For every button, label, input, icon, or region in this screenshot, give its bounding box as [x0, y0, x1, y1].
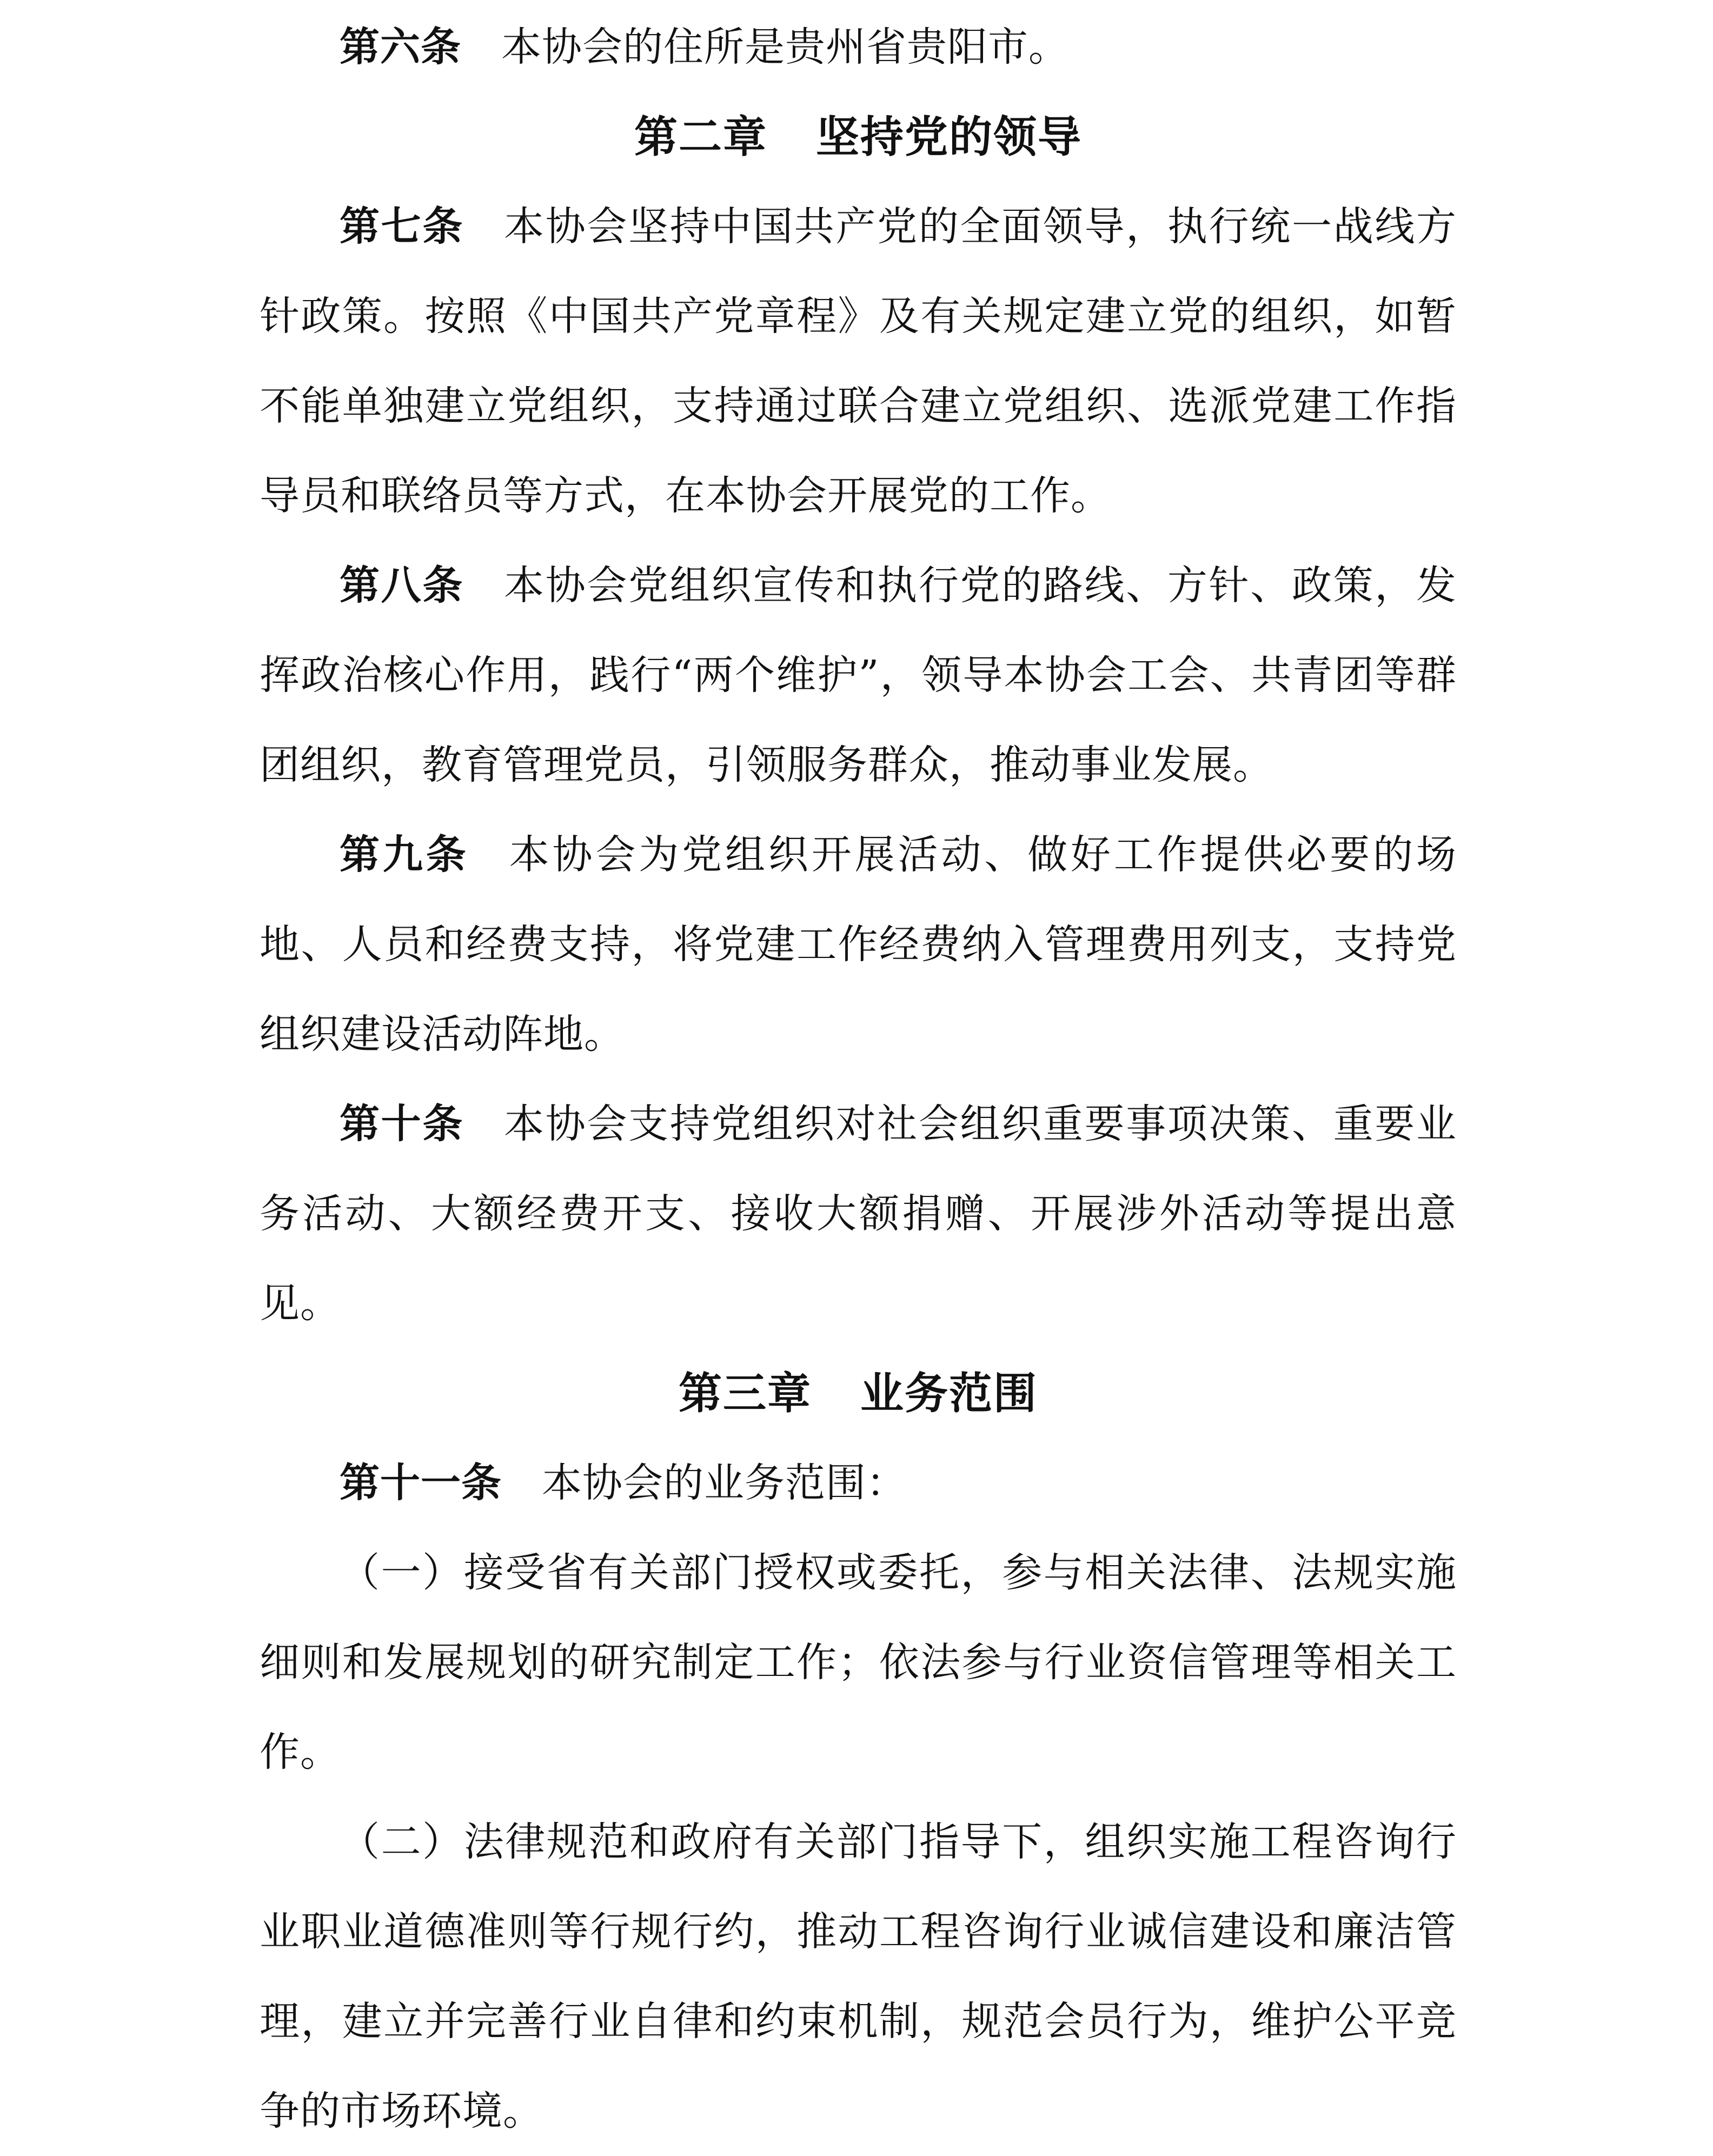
article-9-text: 本协会为党组织开展活动、做好工作提供必要的场地、人员和经费支持，将党建工作经费纳入管理费用列支，支持党组织建设活动阵地。 [260, 831, 1457, 1057]
article-9 [260, 810, 1457, 1079]
chapter-3-heading [260, 1348, 1457, 1438]
chapter-3-title: 业务范围 [860, 1368, 1038, 1419]
scope-item-2: （二）法律规范和政府有关部门指导下，组织实施工程咨询行业职业道德准则等行规行约，推动工程咨询行业诚信建设和廉洁管理，建立并完善行业自律和约束机制，规范会员行为，维护公平竞争的市场环境。 [260, 1819, 1457, 2134]
article-7-lead: 第七条 [340, 203, 464, 250]
chapter-2-heading [260, 92, 1457, 182]
article-6-text: 本协会的住所是贵州省贵阳市。 [501, 24, 1069, 70]
article-10 [260, 1079, 1457, 1348]
article-11-lead: 第十一条 [340, 1460, 502, 1506]
article-6 [260, 2, 1457, 92]
article-9-lead: 第九条 [340, 831, 469, 878]
chapter-2-number: 第二章 [634, 111, 767, 162]
article-7 [260, 182, 1457, 541]
article-8-text: 本协会党组织宣传和执行党的路线、方针、政策，发挥政治核心作用，践行“两个维护”，领导本协会工会、共青团等群团组织，教育管理党员，引领服务群众，推动事业发展。 [260, 562, 1457, 788]
article-7-text: 本协会坚持中国共产党的全面领导，执行统一战线方针政策。按照《中国共产党章程》及有关规定建立党的组织，如暂不能单独建立党组织，支持通过联合建立党组织、选派党建工作指导员和联络员等方式，在本协会开展党的工作。 [260, 203, 1457, 519]
document-body [260, 2, 1457, 2156]
article-6-lead: 第六条 [340, 24, 461, 70]
article-11-text: 本协会的业务范围： [542, 1460, 907, 1506]
article-8-lead: 第八条 [340, 562, 464, 609]
chapter-2-title: 坚持党的领导 [816, 111, 1082, 162]
article-11 [260, 1438, 1457, 1528]
scope-item-1: （一）接受省有关部门授权或委托，参与相关法律、法规实施细则和发展规划的研究制定工作；依法参与行业资信管理等相关工作。 [260, 1549, 1457, 1775]
article-10-lead: 第十条 [340, 1101, 464, 1147]
article-10-text: 本协会支持党组织对社会组织重要事项决策、重要业务活动、大额经费开支、接收大额捐赠、开展涉外活动等提出意见。 [260, 1101, 1457, 1327]
article-8 [260, 541, 1457, 810]
chapter-3-number: 第三章 [679, 1368, 812, 1419]
